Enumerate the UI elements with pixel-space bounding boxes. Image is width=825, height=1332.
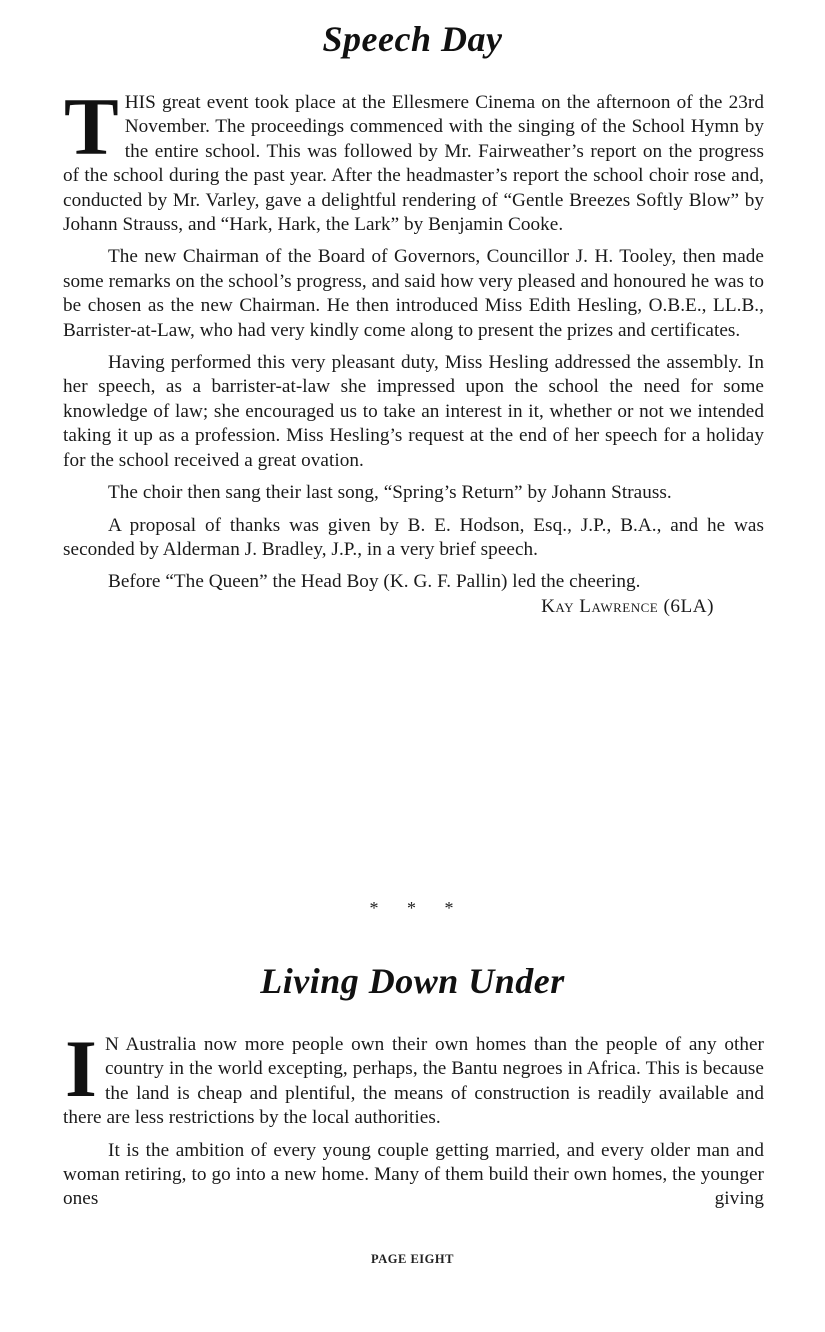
paragraph-1 — [63, 81, 764, 237]
paragraph-text: N Australia now more people own their own homes than the people of any other country in the world excepting, perhaps, the Bantu negroes in Africa. This is because the land is cheap and plentiful, the means of construction is readily available and there are less restrictions by the local authorities. — [63, 1034, 764, 1129]
page-number: PAGE EIGHT — [371, 1252, 454, 1266]
paragraph-2: It is the ambition of every young couple getting married, and every older man and woman retiring, to go into a new home. Many of them build their own homes, the younger ones giving — [63, 1139, 764, 1210]
paragraph-2: The new Chairman of the Board of Governors, Councillor J. H. Tooley, then made some remarks on the school’s progress, and said how very pleased and honoured he was to be chosen as the new Chairman. He then introduced Miss Edith Hesling, O.B.E., LL.B., Barrister-at-Law, who had very kindly come along to present the prizes and certificates. — [63, 246, 764, 341]
paragraph-text: HIS great event took place at the Ellesmere Cinema on the afternoon of the 23rd November. The proceedings commenced with the singing of the School Hymn by the entire school. This was followed by Mr. Fairweather’s report on the progress of the school during the past year. After the headmaster’s report the school choir rose and, conducted by Mr. Varley, gave a delightful rendering of “Gentle Breezes Softly Blow” by Johann Strauss, and “Hark, Hark, the Lark” by Benjamin Cooke. — [63, 92, 764, 236]
article-living-down-under — [63, 1023, 764, 1220]
paragraph-3: Having performed this very pleasant duty, Miss Hesling addressed the assembly. In her speech, as a barrister-at-law she impressed upon the school the need for some knowledge of law; she encouraged us to take an interest in it, whether or not we intended taking it up as a profession. Miss Hesling’s request at the end of her speech for a holiday for the school received a great ovation. — [63, 352, 764, 471]
paragraph-5: A proposal of thanks was given by B. E. Hodson, Esq., J.P., B.A., and he was seconded by Alderman J. Bradley, J.P., in a very brief speech. — [63, 514, 764, 560]
drop-cap: T — [64, 81, 119, 172]
article-title-speech-day: Speech Day — [322, 19, 503, 59]
section-separator: * * * — [369, 898, 456, 918]
paragraph-4: The choir then sang their last song, “Spring’s Return” by Johann Strauss. — [108, 482, 672, 504]
author-signature: Kay Lawrence (6LA) — [541, 595, 714, 617]
drop-cap: I — [65, 1023, 97, 1114]
article-speech-day — [63, 81, 764, 619]
article-title-living-down-under: Living Down Under — [260, 961, 565, 1001]
paragraph-6: Before “The Queen” the Head Boy (K. G. F. Pallin) led the cheering. — [108, 571, 641, 593]
paragraph-1 — [63, 1023, 764, 1131]
